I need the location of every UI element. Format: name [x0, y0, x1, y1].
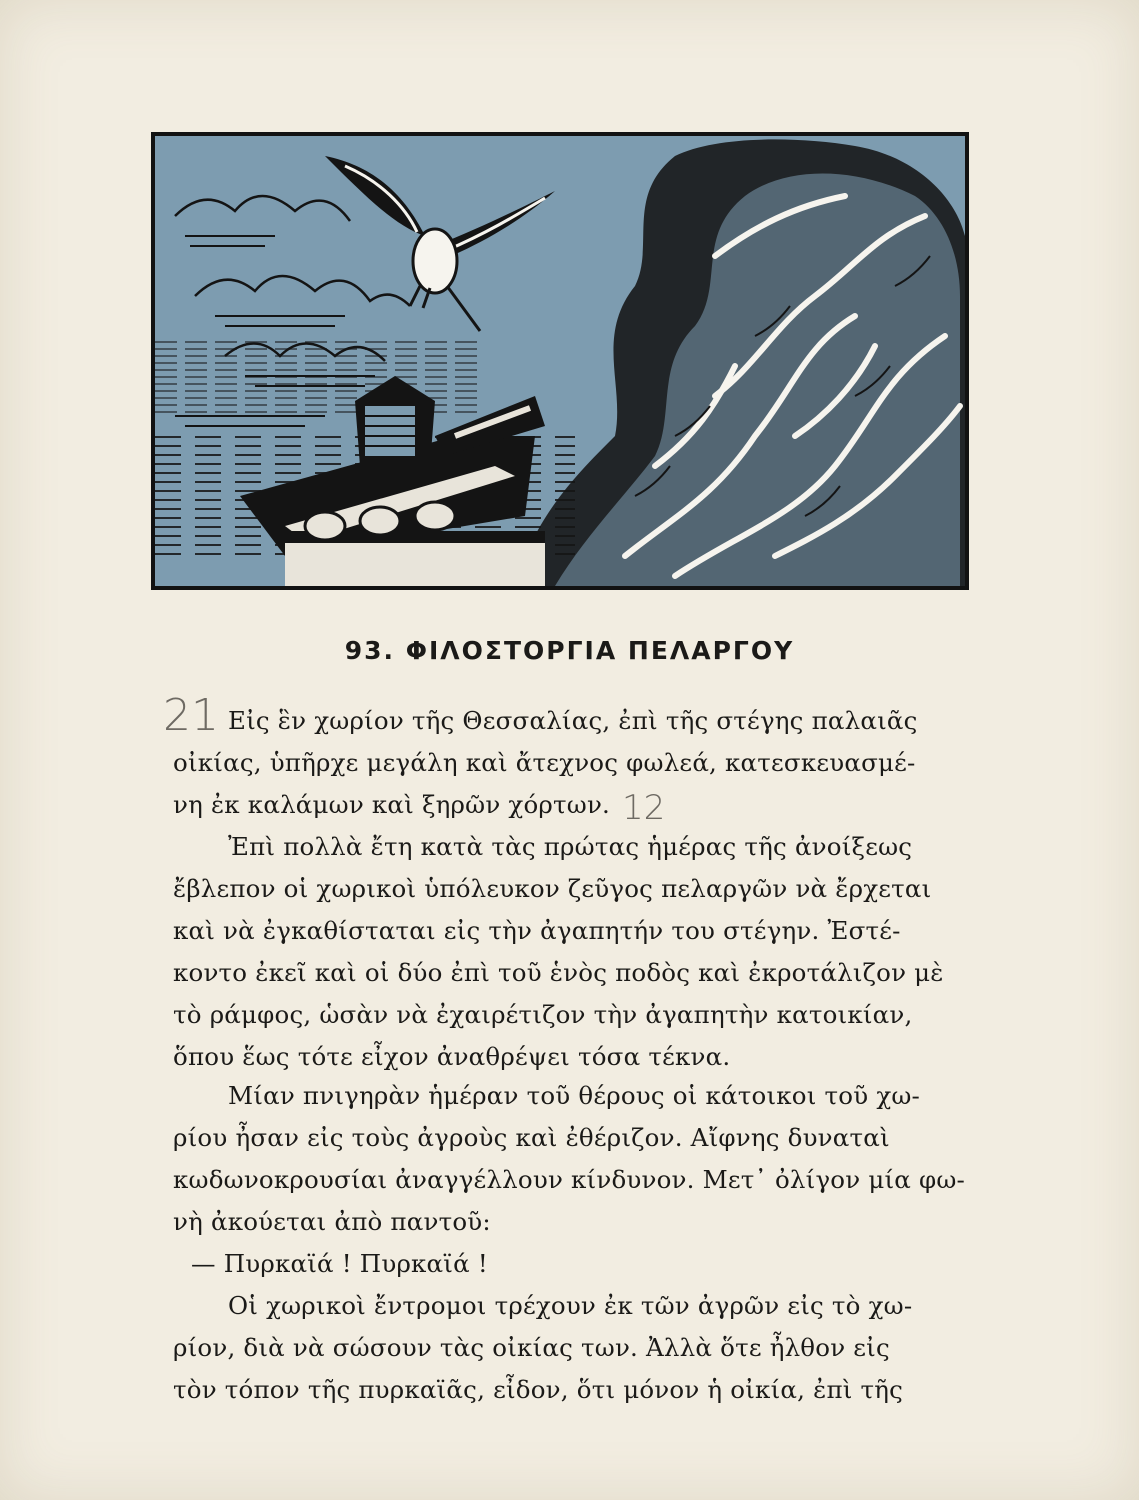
paragraph-1-line-2: οἰκίας, ὑπῆρχε μεγάλη καὶ ἄτεχνος φωλεά, κατεσκευασμέ- — [173, 748, 916, 777]
dialogue-line: — Πυρκαϊά ! Πυρκαϊά ! — [191, 1249, 488, 1278]
paragraph-3-line-2: ρίου ἦσαν εἰς τοὺς ἀγροὺς καὶ ἐθέριζον. Αἴφνης δυναταὶ — [173, 1123, 890, 1152]
handwritten-note-21: 21 — [163, 690, 219, 741]
paragraph-1-line-3: νη ἐκ καλάμων καὶ ξηρῶν χόρτων. — [173, 790, 611, 819]
paragraph-5-line-2: ρίον, διὰ νὰ σώσουν τὰς οἰκίας των. Ἀλλὰ ὅτε ἦλθον εἰς — [173, 1333, 890, 1362]
illustration-stork-fire — [151, 132, 969, 590]
paragraph-2-line-6: ὅπου ἕως τότε εἶχον ἀναθρέψει τόσα τέκνα. — [173, 1042, 731, 1071]
paragraph-2-line-2: ἔβλεπον οἱ χωρικοὶ ὑπόλευκον ζεῦγος πελαργῶν νὰ ἔρχεται — [173, 874, 932, 903]
paragraph-5-line-1: Οἱ χωρικοὶ ἔντρομοι τρέχουν ἐκ τῶν ἀγρῶν εἰς τὸ χω- — [228, 1291, 913, 1320]
paragraph-2-line-4: κοντο ἐκεῖ καὶ οἱ δύο ἐπὶ τοῦ ἑνὸς ποδὸς καὶ ἐκροτάλιζον μὲ — [173, 958, 944, 987]
handwritten-note-12: 12 — [622, 788, 666, 828]
paragraph-2-line-3: καὶ νὰ ἐγκαθίσταται εἰς τὴν ἀγαπητήν του στέγην. Ἐστέ- — [173, 916, 901, 945]
woodcut-image — [155, 136, 965, 586]
paragraph-3-line-3: κωδωνοκρουσίαι ἀναγγέλλουν κίνδυνον. Μετ᾽ ὀλίγον μία φω- — [173, 1165, 966, 1194]
paragraph-3-line-4: νὴ ἀκούεται ἀπὸ παντοῦ: — [173, 1207, 491, 1236]
paragraph-3-line-1: Μίαν πνιγηρὰν ἡμέραν τοῦ θέρους οἱ κάτοικοι τοῦ χω- — [228, 1081, 921, 1110]
paragraph-1-line-1: Εἰς ἓν χωρίον τῆς Θεσσαλίας, ἐπὶ τῆς στέγης παλαιᾶς — [228, 706, 918, 735]
paragraph-2-line-5: τὸ ράμφος, ὡσὰν νὰ ἐχαιρέτιζον τὴν ἀγαπητὴν κατοικίαν, — [173, 1000, 913, 1029]
chapter-title: 93. ΦΙΛΟΣΤΟΡΓΙΑ ΠΕΛΑΡΓΟΥ — [344, 636, 795, 665]
paragraph-5-line-3: τὸν τόπον τῆς πυρκαϊᾶς, εἶδον, ὅτι μόνον ἡ οἰκία, ἐπὶ τῆς — [173, 1375, 904, 1404]
paragraph-2-line-1: Ἐπὶ πολλὰ ἔτη κατὰ τὰς πρώτας ἡμέρας τῆς ἀνοίξεως — [228, 832, 913, 861]
